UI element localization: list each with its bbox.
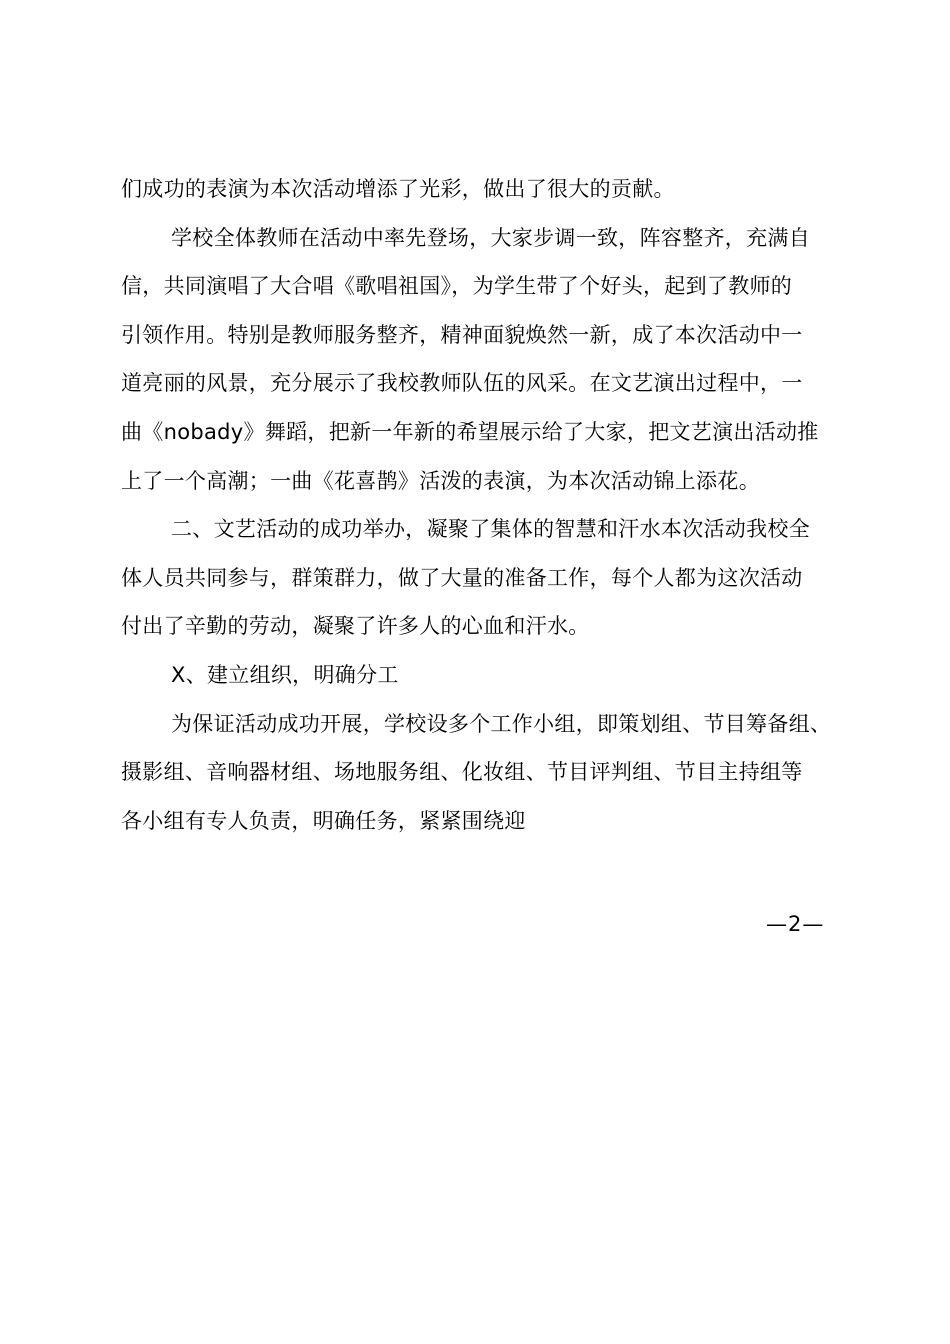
text-line: 曲《nobady》舞蹈，把新一年新的希望展示给了大家，把文艺演出活动推	[121, 419, 819, 444]
text-line: 信，共同演唱了大合唱《歌唱祖国》，为学生带了个好头，起到了教师的	[121, 274, 793, 299]
text-line: 各小组有专人负责，明确任务，紧紧围绕迎	[121, 808, 526, 833]
text-line: 引领作用。特别是教师服务整齐，精神面貌焕然一新，成了本次活动中一	[121, 322, 803, 347]
text-line: 道亮丽的风景，充分展示了我校教师队伍的风采。在文艺演出过程中，一	[121, 371, 803, 396]
section-heading: X、建立组织，明确分工	[171, 662, 399, 687]
text-line: 付出了辛勤的劳动，凝聚了许多人的心血和汗水。	[121, 614, 590, 639]
page-number: —2—	[766, 912, 825, 936]
text-line: 体人员共同参与，群策群力，做了大量的准备工作，每个人都为这次活动	[121, 565, 803, 590]
document-body	[121, 165, 866, 845]
text-line: 们成功的表演为本次活动增添了光彩，做出了很大的贡献。	[121, 177, 675, 201]
text-line: 摄影组、音响器材组、场地服务组、化妆组、节目评判组、节目主持组等	[121, 760, 803, 785]
paragraph-first-line: 为保证活动成功开展，学校设多个工作小组，即策划组、节目筹备组、	[171, 711, 832, 736]
paragraph-first-line: 学校全体教师在活动中率先登场，大家步调一致，阵容整齐，充满自	[171, 225, 810, 250]
text-line: 上了一个高潮；一曲《花喜鹊》活泼的表演，为本次活动锦上添花。	[121, 468, 760, 493]
paragraph-first-line: 二、文艺活动的成功举办，凝聚了集体的智慧和汗水本次活动我校全	[171, 517, 810, 542]
